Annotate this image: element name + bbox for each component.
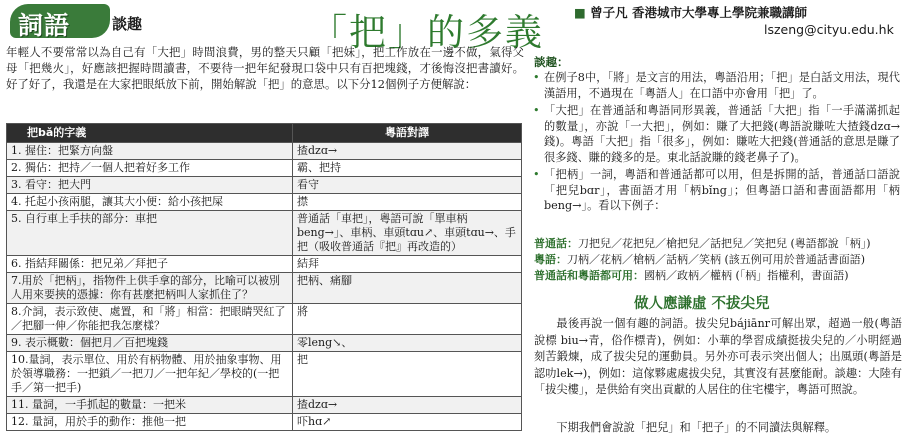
table-header-meaning: 把bǎ的字義 [7,124,293,143]
author-name: 曾子凡 香港城市大學專上學院兼職講師 [590,5,808,20]
section-subheading: 做人應謙虛 不拔尖兒 [634,296,770,312]
category-text: 國柄／政柄／權柄 (「柄」指權利，書面語) [644,269,849,282]
table-cell-meaning: 9. 表示概數：個把月／百把塊錢 [7,335,293,352]
author-marker-icon: ■ [574,5,586,20]
table-cell-cantonese: 揸dzɑ→ [293,397,522,414]
table-cell-cantonese: 零leng↘、 [293,335,522,352]
logo-sub-text: 談趣 [112,15,143,33]
category-line [534,252,902,268]
table-cell-meaning: 12. 量詞，用於手的動作：推他一把 [7,414,293,431]
author-line [574,3,807,21]
table-cell-cantonese: 結拜 [293,256,522,273]
category-label: 普通話： [534,237,578,250]
intro-paragraph: 年輕人不要常常以為自己有「大把」時間浪費，男的整天只顧「把妹」，把工作放在一邊不做，氣得父母「把幾火」，好應該把握時間讀書，不要待一把年紀發現口袋中只有百把塊錢，才後悔沒把書讀好。好了好了，我還是在大家把眼紙放下前，開始解說「把」的意思。以下分12個例子方便解說： [6,45,524,91]
meaning-table-body [7,124,522,431]
note-text: 「把柄」一詞，粵語和普通話都可以用，但是拆開的話，普通話口語說「把兒bɑr」，書面語才用「柄bǐng」；但粵語口語和書面語都用「柄beng→」。看以下例子： [544,168,900,212]
table-row [7,397,522,414]
next-issue-note: 下期我們會說說「把兒」和「把子」的不同讀法與解釋。 [556,421,837,434]
closing-paragraph: 最後再說一個有趣的詞語。拔尖兒bájiānr可解出眾，超過一般(粵語說標 biu→青，俗作標青)，例如：小華的學習成績挺拔尖兒的／小明經過刻苦鍛煉，成了拔尖兒的運動員。另外亦可表示突出個人；出風頭(粵語是認叻lek→)，例如：這傢夥處處拔尖兒，其實沒有甚麼能耐。談趣：大陸有「拔尖樓」，是供給有突出貢獻的人居住的住宅樓宇，粵語可照說。 [534,317,902,396]
bullet-icon: • [533,104,540,117]
table-cell-meaning: 1. 握住：把緊方向盤 [7,143,293,160]
meaning-table [6,123,522,431]
article-title: 「把」的多義 [310,11,544,54]
table-row [7,211,522,256]
table-cell-meaning: 5. 自行車上手扶的部分：車把 [7,211,293,256]
table-cell-meaning: 7.用於「把柄」，指物件上供手拿的部分，比喻可以被別人用來要挾的憑據：你有甚麼把柄叫人家抓住了？ [7,273,293,304]
notes-heading: 談趣： [534,55,569,69]
table-cell-meaning: 4. 托起小孩兩腿，讓其大小便：給小孩把屎 [7,194,293,211]
table-cell-meaning: 6. 指結拜關係：把兄弟／拜把子 [7,256,293,273]
table-cell-cantonese: 看守 [293,177,522,194]
category-list [534,236,902,284]
table-header-cantonese: 粵語對譯 [293,124,522,143]
table-row [7,160,522,177]
table-cell-cantonese: 普通話「車把」，粵語可說「單車柄beng→」、車柄、車頭tɑu↗、車頭tɑu→、手把（吸收普通話『把』再改造的） [293,211,522,256]
table-cell-cantonese: 霸、把持 [293,160,522,177]
category-label: 粵語： [534,253,567,266]
note-item [532,103,900,165]
note-item [532,167,900,214]
table-row [7,273,522,304]
category-text: 刀柄／花柄／槍柄／話柄／笑柄 (該五例可用於普通話書面語) [567,253,866,266]
table-cell-cantonese: 揸dzɑ→ [293,143,522,160]
table-row [7,304,522,335]
table-row [7,194,522,211]
table-row [7,256,522,273]
bullet-icon: • [533,168,540,181]
table-cell-meaning: 10.量詞，表示單位、用於有柄物體、用於抽象事物、用於領導職務：一把鎖／一把刀／一把年紀／學校的(一把手／第一把手) [7,352,293,397]
logo-main-text: 詞語 [18,11,71,40]
table-cell-meaning: 8.介詞，表示致使、處置，和「將」相當：把眼睛哭紅了／把腳一伸／你能把我怎麼樣？ [7,304,293,335]
table-row [7,143,522,160]
table-row [7,414,522,431]
note-text: 「大把」在普通話和粵語同形異義，普通話「大把」指「一手滿滿抓起的數量」，亦說「一大把」，例如：賺了大把錢(粵語說賺咗大揸錢dzɑ→錢)。粵語「大把」指「很多」，例如：賺咗大把錢(普通話的意思是賺了很多錢、賺的錢多的是。東北話說賺的錢老鼻子了)。 [544,104,900,164]
table-row [7,335,522,352]
note-text: 在例子8中，「將」是文言的用法，粵語沿用；「把」是白話文用法，現代漢語用，不過現在「粵語人」在口語中亦會用「把」了。 [544,71,900,100]
column-logo [6,4,156,40]
table-cell-cantonese: 把柄、痛腳 [293,273,522,304]
table-cell-cantonese: 將 [293,304,522,335]
bullet-icon: • [533,71,540,84]
category-line [534,268,902,284]
table-cell-meaning: 11. 量詞，一手抓起的數量：一把米 [7,397,293,414]
author-email: lszeng@cityu.edu.hk [764,22,894,37]
table-header-row [7,124,522,143]
table-cell-cantonese: 把 [293,352,522,397]
category-text: 刀把兒／花把兒／槍把兒／話把兒／笑把兒 (粵語都說「柄」) [578,237,871,250]
table-cell-cantonese: 㩒 [293,194,522,211]
category-label: 普通話和粵語都可用： [534,269,644,282]
table-cell-meaning: 2. 獨佔：把持／一個人把着好多工作 [7,160,293,177]
note-item [532,70,900,101]
table-row [7,177,522,194]
table-cell-cantonese: 吓hɑ↗ [293,414,522,431]
category-line [534,236,902,252]
table-cell-meaning: 3. 看守：把大門 [7,177,293,194]
notes-list [532,70,900,216]
table-row [7,352,522,397]
